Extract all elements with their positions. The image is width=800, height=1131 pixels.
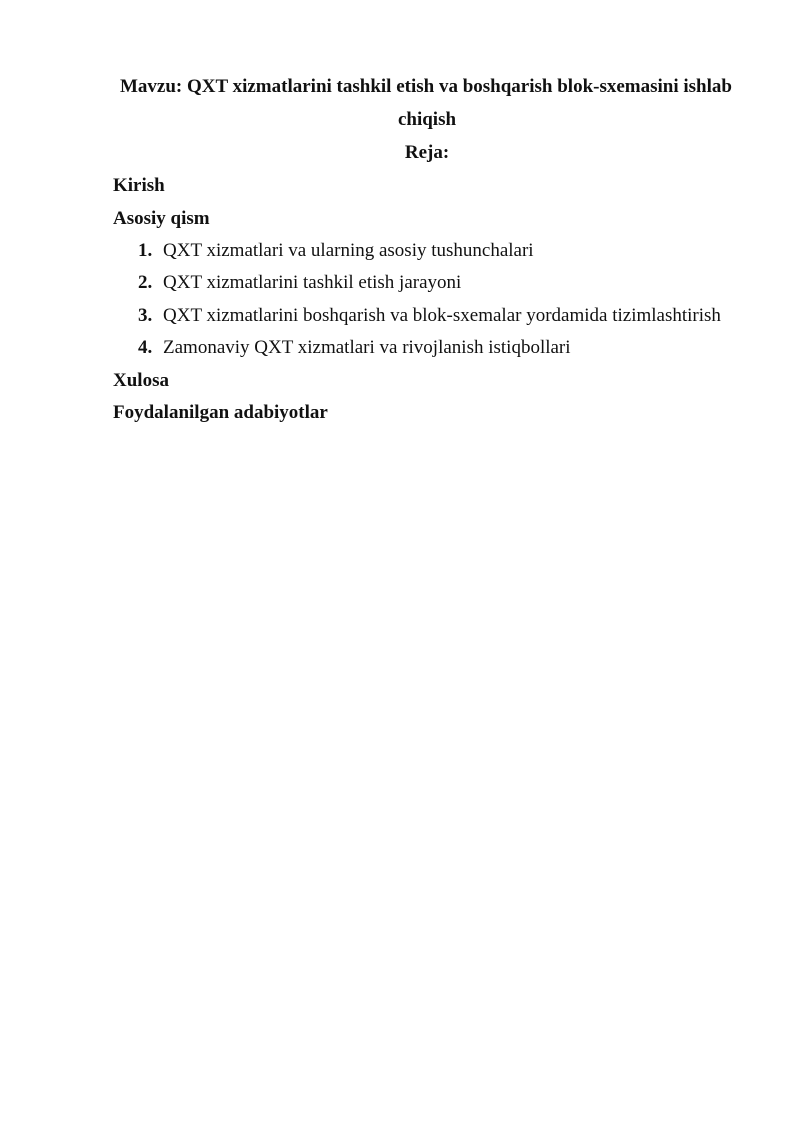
list-item (138, 272, 461, 294)
list-item-number: 2. (138, 272, 153, 293)
section-main-part: Asosiy qism (113, 208, 210, 229)
list-item (138, 305, 721, 327)
section-intro: Kirish (113, 175, 165, 196)
list-item (138, 240, 534, 262)
list-item-text: Zamonaviy QXT xizmatlari va rivojlanish istiqbollari (163, 337, 571, 358)
section-references: Foydalanilgan adabiyotlar (113, 402, 328, 423)
section-conclusion: Xulosa (113, 370, 169, 391)
list-item-number: 4. (138, 337, 153, 358)
list-item-text: QXT xizmatlarini boshqarish va blok-sxemalar yordamida tizimlashtirish (163, 305, 721, 326)
list-item (138, 337, 571, 359)
document-title-line-1: Mavzu: QXT xizmatlarini tashkil etish va boshqarish blok-sxemasini ishlab (120, 76, 732, 97)
list-item-number: 1. (138, 240, 153, 261)
list-item-text: QXT xizmatlari va ularning asosiy tushunchalari (163, 240, 534, 261)
list-item-number: 3. (138, 305, 153, 326)
plan-heading: Reja: (404, 142, 450, 163)
document-title-line-2: chiqish (397, 109, 457, 130)
list-item-text: QXT xizmatlarini tashkil etish jarayoni (163, 272, 462, 293)
